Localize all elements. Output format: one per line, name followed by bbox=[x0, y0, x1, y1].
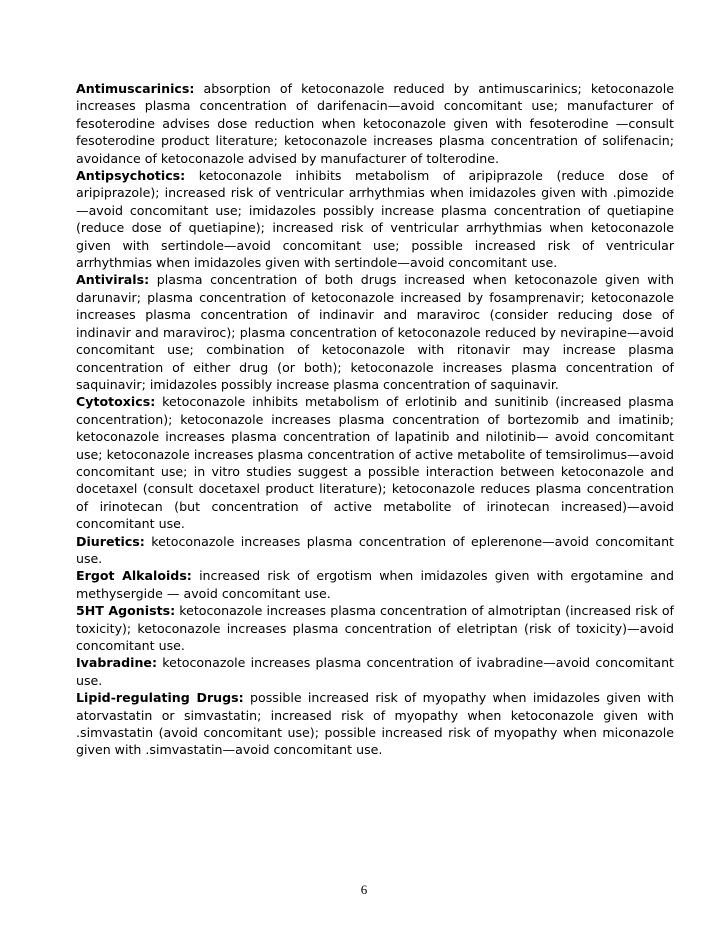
entry-antimuscarinics bbox=[76, 80, 674, 167]
entry-lipid-regulating-drugs bbox=[76, 689, 674, 759]
entry-text: plasma concentration of both drugs increased when ketoconazole given with darunavir; plasma concentration of ketoconazole increased by fosamprenavir; ketoconazole increases plasma concentration of indinavir and maraviroc (consider reducing dose of indinavir and maraviroc); plasma concentration of ketoconazole reduced by nevirapine—avoid concomitant use; combination of ketoconazole with ritonavir may increase plasma concentration of either drug (or both); ketoconazole increases plasma concentration of saquinavir; imidazoles possibly increase plasma concentration of saquinavir. bbox=[76, 272, 674, 392]
document-body bbox=[76, 80, 674, 759]
entry-text: increased risk of ergotism when imidazoles given with ergotamine and methysergide — avoid concomitant use. bbox=[76, 568, 674, 601]
entry-text: ketoconazole increases plasma concentration of eplerenone—avoid concomitant use. bbox=[76, 533, 674, 566]
entry-5ht-agonists bbox=[76, 602, 674, 654]
entry-cytotoxics bbox=[76, 393, 674, 532]
entry-text: ketoconazole increases plasma concentration of ivabradine—avoid concomitant use. bbox=[76, 655, 674, 688]
entry-diuretics bbox=[76, 533, 674, 568]
entry-term: Antimuscarinics: bbox=[76, 81, 195, 96]
entry-term: 5HT Agonists: bbox=[76, 603, 176, 619]
entry-term: Lipid-regulating Drugs: bbox=[76, 690, 244, 706]
entry-text: ketoconazole inhibits metabolism of erlotinib and sunitinib (increased plasma concentration); ketoconazole increases plasma concentration of bortezomib and imatinib; ketoconazole increases plasma concentration of lapatinib and nilotinib— avoid concomitant use; ketoconazole increases plasma concentration of active metabolite of temsirolimus—avoid concomitant use; in vitro studies suggest a possible interaction between ketoconazole and docetaxel (consult docetaxel product literature); ketoconazole reduces plasma concentration of irinotecan (but concentration of active metabolite of irinotecan increased)—avoid concomitant use. bbox=[76, 394, 674, 532]
entry-term: Ergot Alkaloids: bbox=[76, 568, 192, 584]
entry-antivirals bbox=[76, 271, 674, 393]
entry-text: ketoconazole increases plasma concentration of almotriptan (increased risk of toxicity); ketoconazole increases plasma concentration of eletriptan (risk of toxicity)—avoid concomitant use. bbox=[76, 603, 674, 653]
entry-term: Antipsychotics: bbox=[76, 168, 186, 184]
entry-text: ketoconazole inhibits metabolism of aripiprazole (reduce dose of aripiprazole); increased risk of ventricular arrhythmias when imidazoles given with .pimozide—avoid concomitant use; imidazoles possibly increase plasma concentration of quetiapine (reduce dose of quetiapine); increased risk of ventricular arrhythmias when ketoconazole given with sertindole—avoid concomitant use; possible increased risk of ventricular arrhythmias when imidazoles given with sertindole—avoid concomitant use. bbox=[76, 168, 674, 271]
entry-term: Antivirals: bbox=[76, 272, 150, 288]
page-number: 6 bbox=[360, 882, 368, 897]
entry-term: Cytotoxics: bbox=[76, 394, 156, 410]
entry-text: possible increased risk of myopathy when imidazoles given with atorvastatin or simvastatin; increased risk of myopathy when ketoconazole given with .simvastatin (avoid concomitant use); possible increased risk of myopathy when miconazole given with .simvastatin—avoid concomitant use. bbox=[76, 690, 674, 758]
entry-text: absorption of ketoconazole reduced by antimuscarinics; ketoconazole increases plasma concentration of darifenacin—avoid concomitant use; manufacturer of fesoterodine advises dose reduction when ketoconazole given with fesoterodine —consult fesoterodine product literature; ketoconazole increases plasma concentration of solifenacin; avoidance of ketoconazole advised by manufacturer of tolterodine. bbox=[76, 81, 674, 166]
entry-ivabradine bbox=[76, 654, 674, 689]
entry-ergot-alkaloids bbox=[76, 567, 674, 602]
entry-term: Diuretics: bbox=[76, 533, 145, 549]
entry-term: Ivabradine: bbox=[76, 655, 157, 671]
entry-antipsychotics bbox=[76, 167, 674, 271]
